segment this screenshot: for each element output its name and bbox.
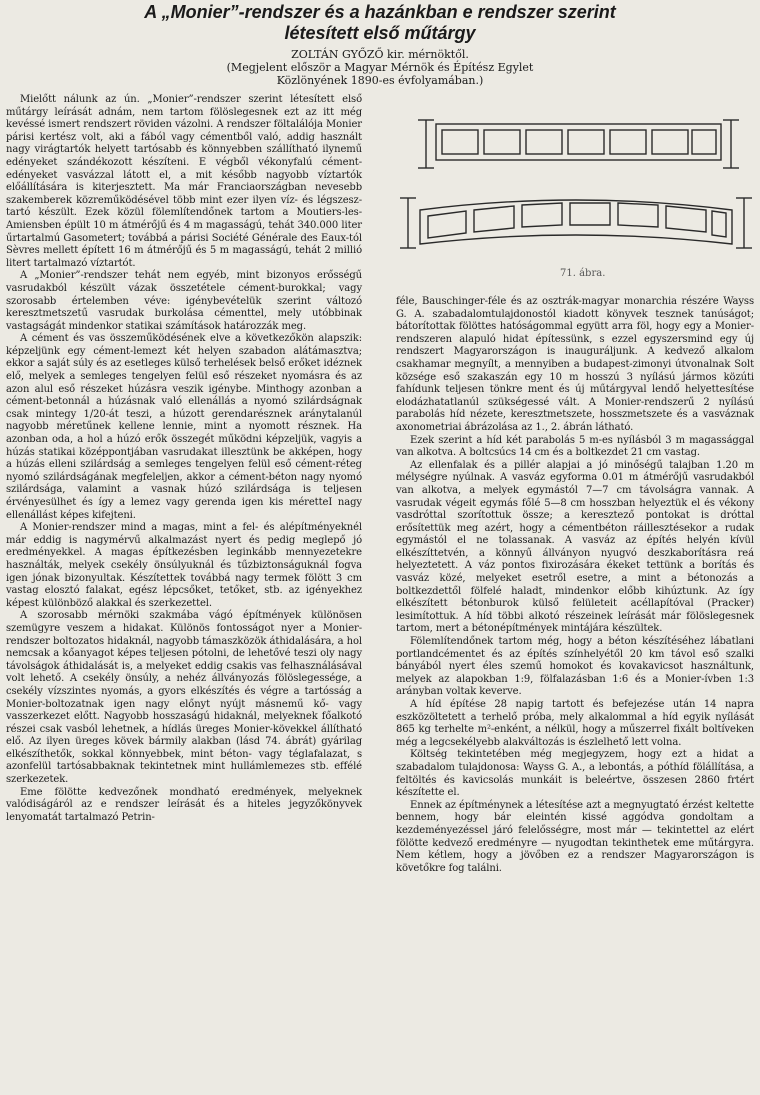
paragraph: A híd építése 28 napig tartott és befejezése után 14 napra eszközöltetett a terhelő próba, mely alkalommal a híd egyik nyílását 865 kg terhelte m²-enként, a nélkül, hogy a műszerrel fixált boltíveken még a legcsekélyebb alakváltozás is észlelhető lett volna. — [396, 699, 754, 748]
paragraph: Eme fölötte kedvezőnek mondható eredmények, melyeknek valódiságáról az e rendszer leírását és a hiteles jegyzőkönyvek lenyomatát tartalmazó Petrin- — [6, 786, 362, 823]
publication-note-1: (Megjelent először a Magyar Mérnök és Építész Egylet — [226, 61, 534, 74]
figure-hollow-monier-blocks — [396, 98, 756, 286]
title-line-2: létesített első műtárgy — [284, 23, 476, 43]
right-column — [396, 296, 754, 875]
publication-note-2: Közlönyének 1890-es évfolyamában.) — [276, 74, 484, 87]
article-byline — [0, 48, 760, 87]
paragraph: Mielőtt nálunk az ún. „Monier”-rendszer szerint létesített első műtárgy leírását adnám, nem tartom fölöslegesnek ezt az itt még kevéssé ismert rendszert röviden vázolni. A rendszer föltalálója Monier párisi kertész volt, aki a fából vagy cémentből való, addig használt nagy virágtartók helyett tartósabb és könnyebben szállítható ilynemű edényeket szándékozott készíteni. E végből vékonyfalú cément-edényeket vasvázzal látott el, a mit később nagyobb víztartók előállítására is kiterjesztett. Ma már Franciaországban nevesebb szakemberek közreműködésével több mint ezer ilyen víz- és légszesz-tartó készült. Ezek közül fölemlítendőnek tartom a Moutiers-les-Amiensben épült 10 m átmérőjű és 4 m magasságú, tehát 340.000 liter űrtartalmú Gasometert; továbbá a párisi Société Générale des Eaux-tól Sèvres mellett épített 16 m átmérőjű és 5 m magasságú, tehát 2 millió litert tartalmazó víztartót. — [6, 94, 362, 269]
figure-caption: 71. ábra. — [560, 268, 606, 279]
author-name: ZOLTÁN GYŐZŐ kir. mérnöktől. — [291, 48, 469, 61]
paragraph: A Monier-rendszer mind a magas, mint a fel- és alépítményeknél már eddig is nagymérvű alkalmazást nyert és pedig meglepő jó eredményekkel. A magas építkezésben leginkább mennyezetekre használták, melyek csekély önsúlyuknál és tűzbiztonságuknál fogva igen jónak bizonyultak. Készítettek továbbá nagy termek fölött 3 cm vastag elosztó falakat, egész lépcsőket, tetőket, stb. az igényekhez képest különböző alakkal és szerkezettel. — [6, 522, 362, 609]
hollow-block-drawing — [396, 98, 756, 268]
paragraph: féle, Bauschinger-féle és az osztrák-magyar monarchia részére Wayss G. A. szabadalomtulajdonostól kiadott könyvek tesznek tanúságot; bátorítottak fölöttes hatóságommal együtt arra föl, hogy egy a Monier-rendszeren alapuló hidat építessünk, s ezzel egyszersmind egy új rendszert Magyarországon is inauguráljunk. A kedvező alkalom csakhamar megnyílt, a mennyiben a budapest-zimonyi útvonalnak Solt községe eső szakaszán egy 10 m hosszú 3 nyílású jármos közúti fahídunk teljesen tönkre ment és új műtárgyval lendő helyettesítése elodázhatatlanúl szükségessé vált. A Monier-rendszerű 2 nyílású parabolás híd nézete, keresztmetszete, hosszmetszete és a vasváznak axonometriai ábrázolása az 1., 2. ábrán látható. — [396, 296, 754, 433]
article-title — [0, 2, 760, 44]
title-line-1: A „Monier”-rendszer és a hazánkban e rendszer szerint — [144, 2, 616, 22]
paragraph: Az ellenfalak és a pillér alapjai a jó minőségű talajban 1.20 m mélységre nyúlnak. A vasváz egyforma 0.01 m átmérőjű vasrudakból van alkotva, a melyek egymástól 7—7 cm távolságra vannak. A vasrudak végeit egymás főlé 5—8 cm hosszban helyeztük el és vékony vasdróttal szorítottuk össze; a keresztező pontokat is dróttal erősítettük meg azért, hogy a cémentbéton ráillesztésekor a rudak egymástól el ne tolassanak. A vasváz az építés helyén kívül elkészíttetvén, a könnyű állványon nyugvó deszkaborításra reá helyeztetett. A váz pontos fixirozására ékeket tettünk a borítás és vasváz közé, melyeket esetről esetre, a mint a bétonozás a boltkezdettől fölfelé haladt, mindenkor előbb kihúztunk. Az így elkészített bétonburok külső felületeit acéllapítóval (Pracker) lesimítottuk. A híd többi alkotó részeinek leírását már fölöslegesnek tartom, mert a bétonépítmények mintájára készültek. — [396, 459, 754, 635]
paragraph: A cément és vas összeműködésének elve a következőkön alapszik: képzeljünk egy cément-lemezt két helyen szabadon alátámasztva; ekkor a saját súly és az esetleges külső terhelések belső erőket idéznek elő, melyek a semleges tengelyen felül eső részeket nyomásra és az azon alul eső részeket húzásra veszik igénybe. Minthogy azonban a cément-betonnál a húzásnak való ellenállás a nyomó szilárdságnak csak mintegy 1/20-át teszi, a húzott gerendarésznek aránytalanúl nagyobb méretűnek kellene lennie, mint a nyomott résznek. Ha azonban oda, a hol a húzó erők összegét működni képzeljük, vagyis a húzás statikai középpontjában vasrudakat illesztünk be akképen, hogy a húzás elleni szilárdság a semleges tengelyen felül eső cément-réteg nyomó szilárdságának megfeleljen, akkor a cément-béton nagy nyomó szilárdsága, valamint a vasnak húzó szilárdsága is teljesen érvényesülhet és így a lemez vagy gerenda igen kis méretteI nagy ellenállást képes kifejteni. — [6, 333, 362, 521]
left-column — [6, 94, 362, 824]
paragraph: Ennek az építménynek a létesítése azt a megnyugtató érzést keltette bennem, hogy bár eleintén kissé aggódva gondoltam a kezdeményezéssel járó felelősségre, most már — tekintettel az elért fölötte kedvező eredményre — nyugodtan tekinthetek eme műtárgyra. Nem kétlem, hogy a jövőben ez a rendszer Magyarországon is követőkre fog találni. — [396, 799, 754, 874]
paragraph: A szorosabb mérnöki szakmába vágó építmények különösen szemügyre veszem a hidakat. Különös fontosságot nyer a Monier-rendszer boltozatos hidaknál, nagyobb támaszközök áthidalására, a hol nemcsak a kőanyagot képes teljesen pótolni, de lehetővé teszi oly nagy távolságok áthidalását is, a melyeket eddig csakis vas felhasználásával volt lehető. A csekély önsúly, a nehéz állványozás fölöslegessége, a csekély vízszintes nyomás, a gyors elkészítés és végre a tartósság a Monier-boltozatnak igen nagy előnyt nyújt másnemű kő- vagy vasszerkezet előtt. Nagyobb hosszaságú hidaknál, melyeknek főalkotó részei csak vasból lehetnek, a hídlás üreges Monier-kövekkel állítható elő. Az ilyen üreges kövek bármily alakban (lásd 74. ábrát) gyárilag elkészíthetők, sokkal könnyebbek, mint béton- vagy téglafalazat, s azonfelül tartósabbaknak tekintetnek mint hullámlemezes stb. effélé szerkezetek. — [6, 610, 362, 786]
paragraph: Költség tekintetében még megjegyzem, hogy ezt a hidat a szabadalom tulajdonosa: Wayss G. A., a lebontás, a póthíd fölállítása, a feltöltés és kavicsolás munkáit is beleértve, összesen 2860 frtért készítette el. — [396, 749, 754, 799]
paragraph: Fölemlítendőnek tartom még, hogy a béton készítéséhez lábatlani portlandcémentet és az építés színhelyétől 20 km távol eső szalki bányából nyert éles szemű homokot és kovakavicsot használtunk, melyek az alapokban 1:9, fölfalazásban 1:6 és a Monier-ívben 1:3 arányban voltak keverve. — [396, 636, 754, 698]
paragraph: Ezek szerint a híd két parabolás 5 m-es nyílásból 3 m magassággal van alkotva. A boltcsúcs 14 cm és a boltkezdet 21 cm vastag. — [396, 434, 754, 459]
paragraph: A „Monier”-rendszer tehát nem egyéb, mint bizonyos erősségű vasrudakból készült vázak összetétele cément-burokkal; vagy szorosabb értelemben véve: igénybevételük szerint változó keresztmetszetű vasrudak burkolása cémenttel, mely utóbbinak vastagságát mindenkor statikai számítások határozzák meg. — [6, 270, 362, 332]
